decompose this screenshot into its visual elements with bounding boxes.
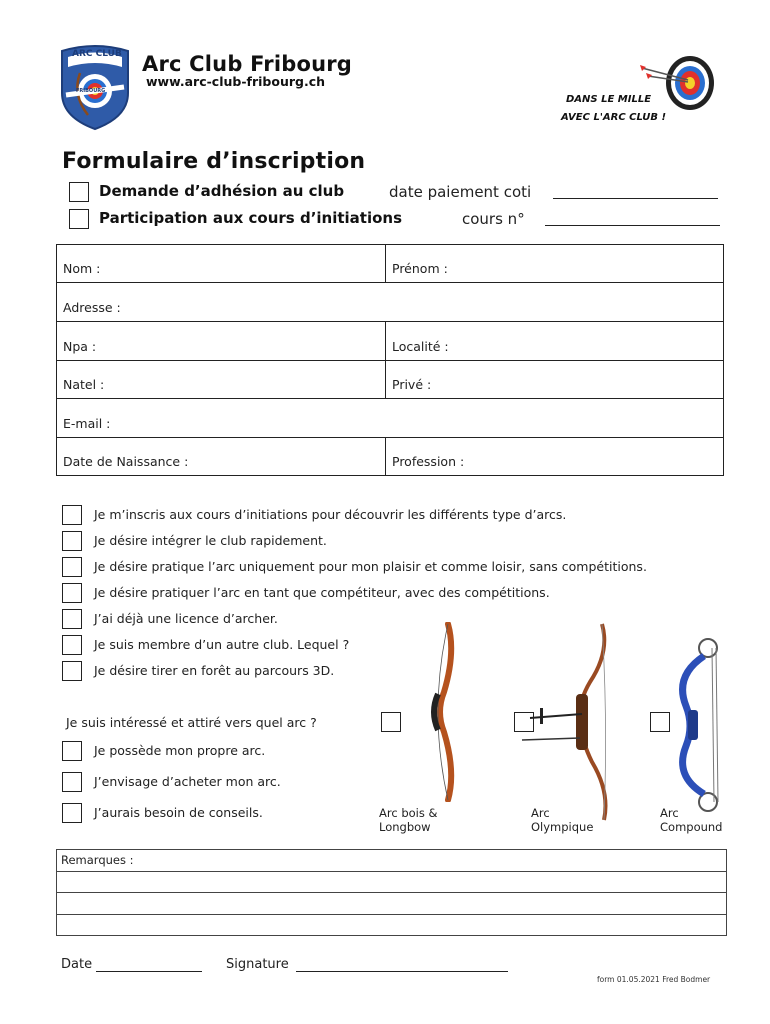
form-title: Formulaire d’inscription	[62, 149, 366, 174]
olympic-caption-line2: Olympique	[531, 820, 594, 834]
choice-checkbox[interactable]	[62, 661, 82, 681]
longbow-checkbox[interactable]	[381, 712, 401, 732]
olympic-caption	[531, 806, 593, 834]
choice-checkbox[interactable]	[62, 609, 82, 629]
signature-field[interactable]	[296, 971, 508, 972]
choice-checkbox[interactable]	[62, 583, 82, 603]
npa-field[interactable]: Npa :	[57, 322, 386, 361]
club-logo	[58, 43, 132, 131]
payment-date-label: date paiement coti	[389, 183, 532, 201]
remarks-line[interactable]	[57, 871, 727, 893]
remarks-line[interactable]	[57, 914, 727, 936]
choice-checkbox[interactable]	[62, 505, 82, 525]
choice-label: Je désire tirer en forêt au parcours 3D.	[94, 663, 335, 678]
choice-checkbox[interactable]	[62, 635, 82, 655]
choice-label: Je désire pratique l’arc uniquement pour mon plaisir et comme loisir, sans compétitions.	[94, 559, 647, 574]
olympic-caption-line1: Arc	[531, 806, 550, 820]
club-name: Arc Club Fribourg	[142, 52, 353, 76]
slogan-line-1: DANS LE MILLE	[566, 94, 652, 105]
courses-label: Participation aux cours d’initiations	[99, 209, 403, 227]
remarks-line[interactable]	[57, 893, 727, 915]
longbow-caption-line2: Longbow	[379, 820, 431, 834]
logo-text: ARC CLUB	[72, 49, 122, 59]
bow-question: Je suis intéressé et attiré vers quel arc ?	[66, 715, 317, 730]
olympic-bow-image	[520, 622, 612, 822]
choice-checkbox[interactable]	[62, 557, 82, 577]
longbow-image	[408, 622, 458, 802]
remarks-label: Remarques :	[57, 850, 727, 872]
ownership-label: J’aurais besoin de conseils.	[94, 805, 263, 820]
courses-checkbox[interactable]	[69, 209, 89, 229]
remarks-table	[56, 849, 727, 936]
ownership-checkbox[interactable]	[62, 772, 82, 792]
signature-label: Signature	[226, 957, 289, 972]
birthdate-field[interactable]: Date de Naissance :	[57, 438, 386, 476]
course-number-label: cours n°	[462, 210, 525, 228]
prive-field[interactable]: Privé :	[386, 361, 724, 399]
ownership-checkbox[interactable]	[62, 803, 82, 823]
choice-label: Je désire pratiquer l’arc en tant que compétiteur, avec des compétitions.	[94, 585, 550, 600]
logo-subtext: FRIBOURG	[76, 88, 106, 94]
compound-bow-image	[664, 636, 722, 816]
choice-label: Je désire intégrer le club rapidement.	[94, 533, 327, 548]
ownership-label: J’envisage d’acheter mon arc.	[94, 774, 281, 789]
ownership-checkbox[interactable]	[62, 741, 82, 761]
club-website[interactable]: www.arc-club-fribourg.ch	[146, 74, 326, 89]
natel-field[interactable]: Natel :	[57, 361, 386, 399]
localite-field[interactable]: Localité :	[386, 322, 724, 361]
slogan-line-2: AVEC L'ARC CLUB !	[561, 112, 667, 123]
prenom-field[interactable]: Prénom :	[386, 245, 724, 283]
choice-checkbox[interactable]	[62, 531, 82, 551]
ownership-label: Je possède mon propre arc.	[94, 743, 266, 758]
choice-label: Je m’inscris aux cours d’initiations pour découvrir les différents type d’arcs.	[94, 507, 567, 522]
date-label: Date	[61, 957, 93, 972]
choice-label: Je suis membre d’un autre club. Lequel ?	[94, 637, 350, 652]
choice-label: J’ai déjà une licence d’archer.	[94, 611, 278, 626]
adresse-field[interactable]: Adresse :	[57, 283, 724, 322]
nom-field[interactable]: Nom :	[57, 245, 386, 283]
form-note: form 01.05.2021 Fred Bodmer	[597, 975, 711, 984]
membership-label: Demande d’adhésion au club	[99, 182, 345, 200]
compound-caption-line2: Compound	[660, 820, 723, 834]
compound-caption	[660, 806, 722, 834]
longbow-caption	[379, 806, 437, 834]
email-field[interactable]: E-mail :	[57, 399, 724, 438]
compound-caption-line1: Arc	[660, 806, 679, 820]
profession-field[interactable]: Profession :	[386, 438, 724, 476]
course-number-field[interactable]	[545, 225, 720, 226]
longbow-caption-line1: Arc bois &	[379, 806, 438, 820]
membership-checkbox[interactable]	[69, 182, 89, 202]
payment-date-field[interactable]	[553, 198, 718, 199]
date-field[interactable]	[96, 971, 202, 972]
personal-info-table	[56, 244, 724, 476]
